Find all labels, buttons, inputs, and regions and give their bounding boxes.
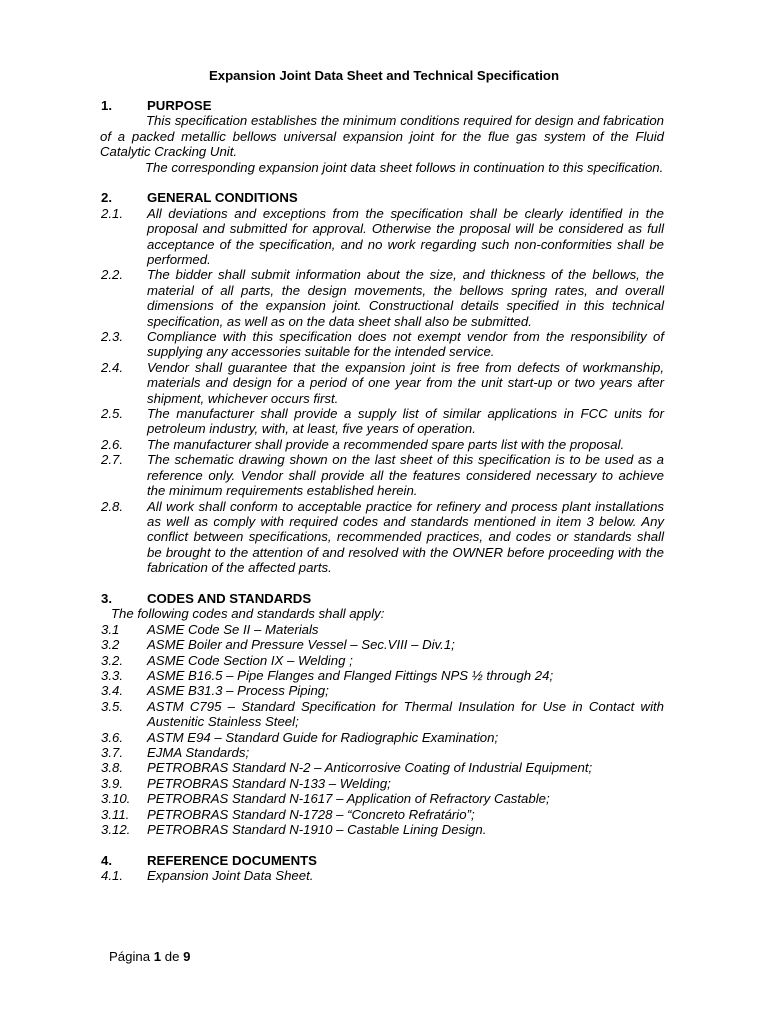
item-text: The manufacturer shall provide a recommended spare parts list with the proposal.	[147, 436, 625, 452]
item-number: 3.9.	[101, 775, 123, 791]
list-item	[101, 776, 664, 791]
item-text: ASME Code Section IX – Welding ;	[147, 652, 353, 668]
list-item	[101, 868, 664, 883]
codes-standards-list	[101, 622, 664, 838]
page-label: Página	[109, 949, 151, 964]
item-number: 2.6.	[101, 436, 123, 452]
item-number: 3.8.	[101, 760, 123, 776]
list-item	[101, 360, 664, 406]
list-item	[101, 699, 664, 730]
item-number: 3.3.	[101, 667, 123, 683]
section-heading-purpose	[101, 98, 664, 113]
item-text: PETROBRAS Standard N-1728 – “Concreto Refratário”;	[147, 806, 475, 822]
list-item	[101, 206, 664, 268]
item-text: ASME B16.5 – Pipe Flanges and Flanged Fittings NPS ½ through 24;	[147, 667, 554, 683]
list-item	[101, 760, 664, 775]
list-item	[101, 653, 664, 668]
item-text: The manufacturer shall provide a supply list of similar applications in FCC units for petroleum industry, with, at least, five years of operation.	[147, 406, 664, 437]
document-body	[101, 98, 664, 884]
item-text: ASME Boiler and Pressure Vessel – Sec.VIII – Div.1;	[147, 637, 455, 653]
item-number: 3.7.	[101, 744, 123, 760]
document-title: Expansion Joint Data Sheet and Technical Specification	[208, 68, 560, 83]
list-item	[101, 807, 664, 822]
list-item	[101, 437, 664, 452]
item-text: Expansion Joint Data Sheet.	[147, 868, 314, 884]
item-number: 3.1	[101, 621, 120, 637]
section-number: 4.	[101, 852, 112, 868]
list-item	[101, 499, 664, 576]
list-item	[101, 745, 664, 760]
item-number: 2.5.	[101, 406, 123, 422]
item-text: Vendor shall guarantee that the expansion joint is free from defects of workmanship, materials and design for a period of one year from the unit start-up or two years after shipment, whichever occurs first.	[147, 359, 664, 406]
purpose-paragraph-2: The corresponding expansion joint data sheet follows in continuation to this specification.	[145, 159, 664, 175]
section-heading-reference-documents	[101, 853, 664, 868]
purpose-paragraph: This specification establishes the minimum conditions required for design and fabrication of a packed metallic bellows universal expansion joint for the flue gas system of the Fluid Catalytic Cracking Unit.	[100, 113, 664, 160]
list-item	[101, 329, 664, 360]
item-number: 2.4.	[101, 359, 123, 375]
list-item	[101, 683, 664, 698]
item-number: 2.1.	[101, 205, 123, 221]
item-number: 3.11.	[101, 806, 130, 822]
codes-intro: The following codes and standards shall apply:	[111, 606, 385, 622]
item-text: The schematic drawing shown on the last sheet of this specification is to be used as a reference only. Vendor shall provide all the features considered necessary to achieve the minimum requirements established herein.	[147, 452, 664, 499]
item-text: ASTM C795 – Standard Specification for Thermal Insulation for Use in Contact with Austenitic Stainless Steel;	[147, 698, 664, 730]
current-page-number: 1	[153, 949, 162, 964]
item-text: PETROBRAS Standard N-2 – Anticorrosive Coating of Industrial Equipment;	[147, 760, 593, 776]
list-item	[101, 730, 664, 745]
item-number: 3.2	[101, 637, 120, 653]
item-text: All deviations and exceptions from the specification shall be clearly identified in the proposal and submitted for approval. Otherwise the proposal will be considered as full acceptance of the specification, and no work regarding such non-conformities shall be performed.	[147, 205, 664, 268]
section-title: GENERAL CONDITIONS	[147, 190, 298, 206]
list-item	[101, 622, 664, 637]
page-number-footer	[109, 949, 190, 964]
item-number: 3.5.	[101, 698, 123, 714]
list-item	[101, 637, 664, 652]
item-number: 3.10.	[101, 791, 131, 807]
section-number: 3.	[101, 590, 112, 606]
general-conditions-list	[101, 206, 664, 576]
list-item	[101, 267, 664, 329]
section-title: PURPOSE	[147, 98, 212, 113]
item-text: All work shall conform to acceptable practice for refinery and process plant installations as well as comply with required codes and standards mentioned in item 3 below. Any conflict between specifications, recommended practices, and codes or standards shall be brought to the attention of and resolved with the OWNER before proceeding with the fabrication of the affected parts.	[147, 498, 664, 576]
list-item	[101, 406, 664, 437]
item-number: 3.6.	[101, 729, 123, 745]
item-number: 2.3.	[101, 329, 123, 345]
list-item	[101, 668, 664, 683]
item-text: EJMA Standards;	[147, 744, 250, 760]
item-text: ASME Code Se II – Materials	[147, 621, 319, 637]
section-heading-general-conditions	[101, 190, 664, 205]
section-title: CODES AND STANDARDS	[147, 590, 312, 606]
section-number: 2.	[101, 190, 112, 206]
item-text: ASME B31.3 – Process Piping;	[147, 683, 329, 699]
section-title: REFERENCE DOCUMENTS	[147, 852, 317, 868]
item-number: 3.4.	[101, 683, 123, 699]
item-number: 2.8.	[101, 498, 123, 514]
page-separator: de	[164, 949, 180, 964]
item-text: PETROBRAS Standard N-1910 – Castable Lining Design.	[147, 822, 487, 838]
item-text: PETROBRAS Standard N-133 – Welding;	[147, 775, 391, 791]
item-number: 3.2.	[101, 652, 123, 668]
item-text: The bidder shall submit information about the size, and thickness of the bellows, the material of all parts, the design movements, the bellows spring rates, and overall dimensions of the expansion joint. Constructional details specified in this technical specification, as well as on the data sheet shall also be submitted.	[147, 267, 664, 329]
item-number: 4.1.	[101, 868, 123, 884]
list-item	[101, 791, 664, 806]
item-text: PETROBRAS Standard N-1617 – Application of Refractory Castable;	[147, 791, 550, 807]
item-number: 2.7.	[101, 452, 123, 468]
list-item	[101, 822, 664, 837]
section-heading-codes-standards	[101, 591, 664, 606]
item-text: ASTM E94 – Standard Guide for Radiographic Examination;	[147, 729, 499, 745]
total-page-count: 9	[183, 949, 191, 964]
item-number: 3.12.	[101, 822, 131, 838]
list-item	[101, 452, 664, 498]
item-text: Compliance with this specification does not exempt vendor from the responsibility of supplying any accessories suitable for the intended service.	[147, 329, 664, 360]
reference-documents-list	[101, 868, 664, 883]
section-number: 1.	[101, 98, 112, 113]
item-number: 2.2.	[101, 267, 123, 283]
